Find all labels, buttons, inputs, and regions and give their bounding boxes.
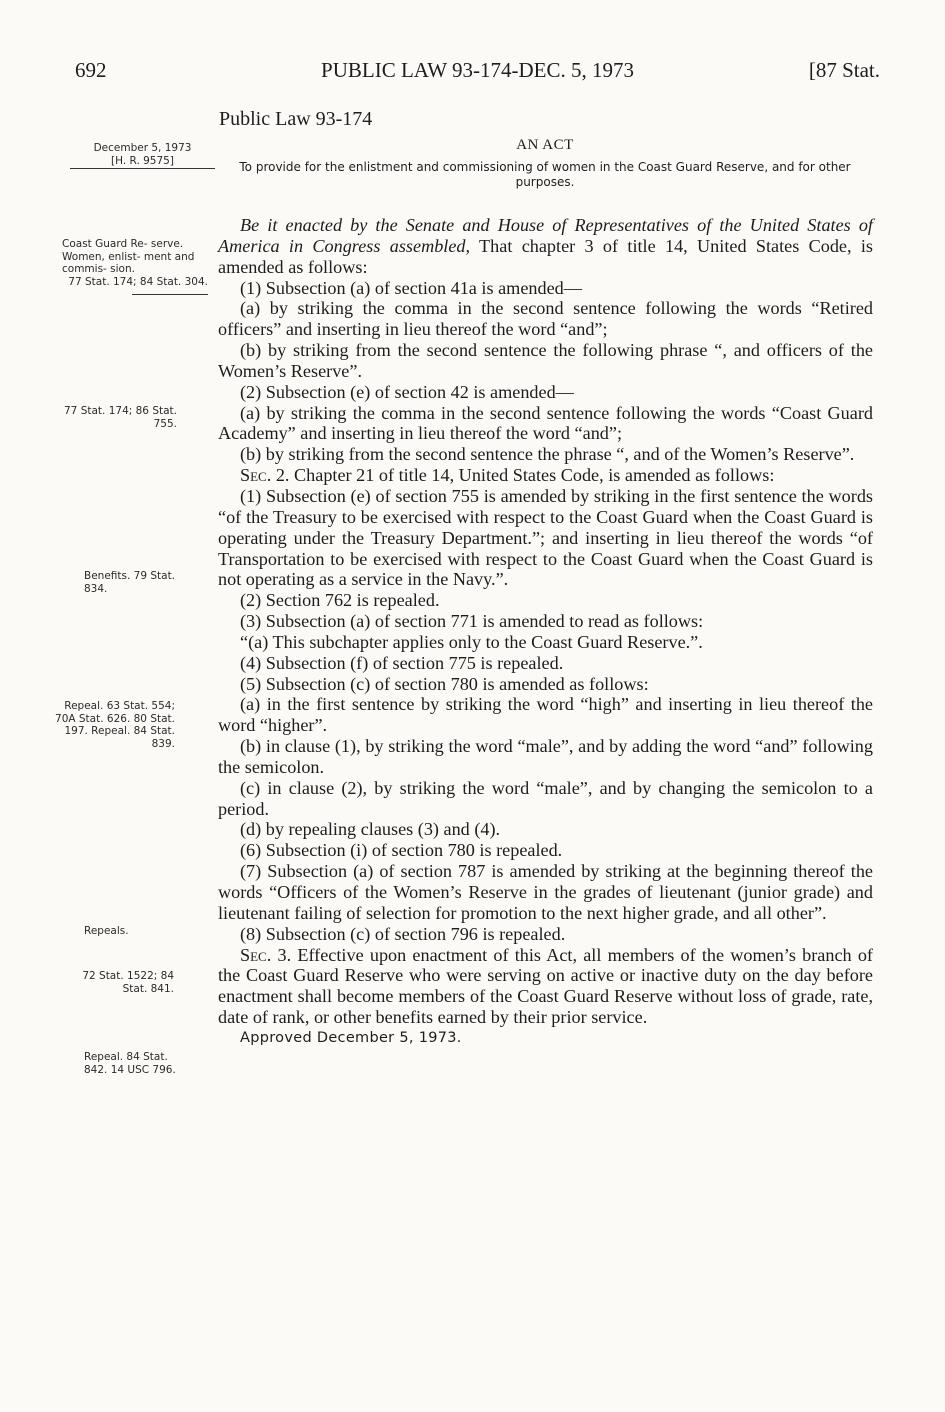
- paragraph: (6) Subsection (i) of section 780 is repealed.: [240, 840, 563, 861]
- paragraph: (c) in clause (2), by striking the word “male”, and by changing the semicolon to a period.: [218, 777, 873, 819]
- paragraph: (b) by striking from the second sentence the following phrase “, and officers of the Women’s Reserve”.: [218, 340, 873, 381]
- paragraph: (5) Subsection (c) of section 780 is amended as follows:: [240, 673, 649, 694]
- paragraph: (2) Subsection (e) of section 42 is amended—: [240, 381, 574, 402]
- paragraph: (a) by striking the comma in the second sentence following the words “Coast Guard Academy” and inserting in lieu thereof the word “and”;: [218, 402, 873, 444]
- an-act-heading: AN ACT: [516, 137, 574, 153]
- paragraph: (3) Subsection (a) of section 771 is amended to read as follows:: [240, 611, 704, 632]
- margin-rule: [70, 168, 215, 169]
- act-purpose: To provide for the enlistment and commissioning of women in the Coast Guard Reserve, and for other purposes.: [239, 160, 851, 189]
- margin-note-section-796: Repeal. 84 Stat. 842. 14 USC 796.: [84, 1051, 176, 1076]
- law-body: [218, 215, 873, 1049]
- paragraph: (b) in clause (1), by striking the word “male”, and by adding the word “and” following the semicolon.: [218, 736, 873, 777]
- public-law-title: Public Law 93-174: [219, 108, 373, 130]
- enacting-clause: Be it enacted by the Senate and House of Representatives of the United States of America in Congress assembled, That chapter 3 of title 14, United States Code, is amended as follows:: [218, 215, 873, 277]
- paragraph: (d) by repealing clauses (3) and (4).: [240, 819, 501, 840]
- section-3: Sec. 3. Effective upon enactment of this Act, all members of the women’s branch of the Coast Guard Reserve who were serving on active or inactive duty on the day before enactment shall become members of the Coast Guard Reserve without loss of grade, rate, date of rank, or other benefits earned by their prior service.: [218, 944, 873, 1028]
- paragraph: (a) in the first sentence by striking the word “high” and inserting in lieu thereof the word “higher”.: [218, 694, 873, 736]
- margin-note-citation: 77 Stat. 174; 84 Stat. 304.: [68, 275, 208, 288]
- paragraph: (a) by striking the comma in the second sentence following the words “Retired officers” and inserting in lieu thereof the word “and”;: [218, 298, 873, 340]
- paragraph: (8) Subsection (c) of section 796 is repealed.: [240, 923, 566, 944]
- stat-reference: [87 Stat.: [808, 58, 880, 82]
- margin-note-repeals: Repeals.: [84, 925, 129, 937]
- enacting-formula: Be it enacted by the Senate and House of Representatives of the United States of America in Congress assembled,: [218, 215, 873, 256]
- paragraph: (4) Subsection (f) of section 775 is repealed.: [240, 652, 564, 673]
- margin-note-repeal: Repeal. 63 Stat. 554; 70A Stat. 626. 80 Stat. 197. Repeal. 84 Stat. 839.: [55, 700, 175, 750]
- margin-note-section-42: 77 Stat. 174; 86 Stat. 755.: [64, 405, 177, 430]
- margin-date-block: [70, 142, 215, 169]
- margin-note-benefits: Benefits. 79 Stat. 834.: [84, 570, 176, 595]
- quoted-text: “(a) This subchapter applies only to the Coast Guard Reserve.”.: [240, 631, 703, 652]
- bill-number: [H. R. 9575]: [111, 154, 174, 167]
- margin-note-topic: Coast Guard Re- serve. Women, enlist- ment and commis- sion.: [62, 238, 195, 275]
- section-2: Sec. 2. Chapter 21 of title 14, United States Code, is amended as follows:: [240, 465, 775, 486]
- section-label: Sec. 2.: [240, 465, 290, 486]
- paragraph: (b) by striking from the second sentence the phrase “, and of the Women’s Reserve”.: [240, 444, 855, 465]
- approval-line: Approved December 5, 1973.: [240, 1029, 462, 1046]
- margin-rule: [132, 294, 208, 295]
- paragraph: (1) Subsection (e) of section 755 is amended by striking in the first sentence the words “of the Treasury to be exercised with respect to the Coast Guard when the Coast Guard is operating under the Treasury Department.”; and inserting in lieu thereof the words “of Transportation to be exercised with respect to the Coast Guard when the Coast Guard is not operating as a service in the Navy.”.: [218, 485, 873, 590]
- page-number: 692: [75, 58, 107, 82]
- margin-note-coast-guard: [62, 238, 208, 295]
- enactment-date: December 5, 1973: [93, 142, 192, 154]
- paragraph: (2) Section 762 is repealed.: [240, 590, 440, 611]
- paragraph: (1) Subsection (a) of section 41a is amended—: [240, 277, 582, 298]
- paragraph: (7) Subsection (a) of section 787 is amended by striking at the beginning thereof the words “Officers of the Women’s Reserve in the grades of lieutenant (junior grade) and lieutenant failing of selection for promotion to the next higher grade, and all other”.: [218, 861, 873, 923]
- section-label: Sec. 3.: [240, 944, 292, 965]
- running-title: PUBLIC LAW 93-174-DEC. 5, 1973: [321, 58, 634, 82]
- margin-note-section-787: 72 Stat. 1522; 84 Stat. 841.: [82, 970, 174, 995]
